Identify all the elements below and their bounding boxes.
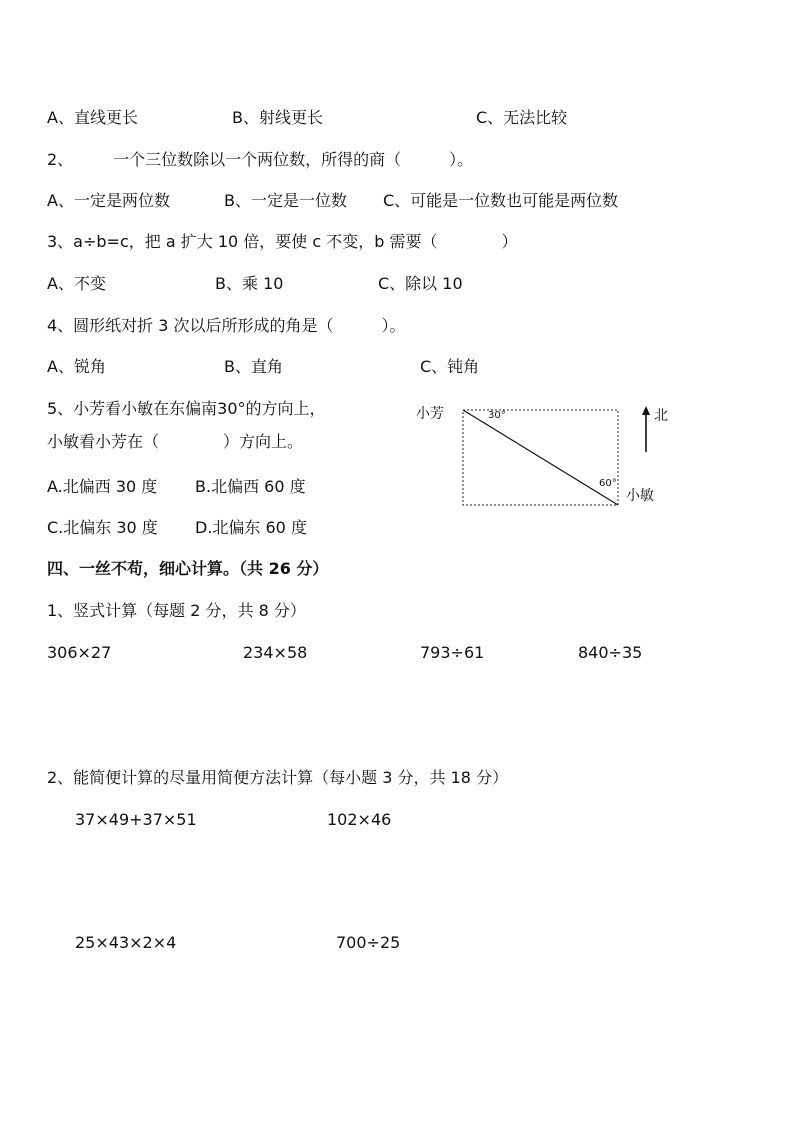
- label-xiaomin: 小敏: [626, 488, 654, 504]
- q1-option-a: A、直线更长: [47, 108, 138, 127]
- q4-option-c: C、钝角: [420, 357, 480, 376]
- q5-question-line1: 5、小芳看小敏在东偏南30°的方向上，: [47, 399, 326, 418]
- label-xiaofang: 小芳: [416, 406, 444, 422]
- q3-question: 3、a÷b=c，把 a 扩大 10 倍，要使 c 不变，b 需要（ ）: [47, 232, 518, 251]
- q5-option-d: D.北偏东 60 度: [195, 518, 307, 537]
- q1-option-c: C、无法比较: [476, 108, 568, 127]
- q4-question: 4、圆形纸对折 3 次以后所形成的角是（ ）。: [47, 316, 406, 335]
- q3-option-a: A、不变: [47, 274, 106, 293]
- calc2-item-3: 25×43×2×4: [75, 933, 177, 952]
- section-4-title: 四、一丝不苟，细心计算。（共 26 分）: [47, 559, 329, 578]
- q5-option-c: C.北偏东 30 度: [47, 518, 158, 537]
- direction-diagram: [410, 396, 690, 516]
- north-arrow-icon: [642, 406, 650, 415]
- calc2-item-1: 37×49+37×51: [75, 810, 197, 829]
- calc2-title: 2、能简便计算的尽量用简便方法计算（每小题 3 分，共 18 分）: [47, 768, 509, 787]
- calc1-item-2: 234×58: [243, 643, 308, 662]
- north-label: 北: [654, 408, 668, 424]
- angle-30-label: 30°: [488, 410, 506, 421]
- q4-option-b: B、直角: [224, 357, 283, 376]
- calc1-title: 1、竖式计算（每题 2 分，共 8 分）: [47, 601, 306, 620]
- calc2-item-4: 700÷25: [336, 933, 401, 952]
- q2-question: 2、 一个三位数除以一个两位数，所得的商（ ）。: [47, 150, 474, 169]
- calc1-item-4: 840÷35: [578, 643, 643, 662]
- calc1-item-3: 793÷61: [420, 643, 485, 662]
- q5-option-a: A.北偏西 30 度: [47, 477, 158, 496]
- q2-option-b: B、一定是一位数: [224, 191, 347, 210]
- calc2-item-2: 102×46: [327, 810, 392, 829]
- q5-question-line2: 小敏看小芳在（ ）方向上。: [47, 432, 304, 451]
- diagonal-line: [463, 410, 618, 505]
- q2-option-c: C、可能是一位数也可能是两位数: [383, 191, 619, 210]
- q2-option-a: A、一定是两位数: [47, 191, 170, 210]
- q4-option-a: A、锐角: [47, 357, 106, 376]
- q5-option-b: B.北偏西 60 度: [195, 477, 306, 496]
- q3-option-b: B、乘 10: [215, 274, 284, 293]
- q3-option-c: C、除以 10: [378, 274, 463, 293]
- calc1-item-1: 306×27: [47, 643, 112, 662]
- angle-60-label: 60°: [599, 478, 617, 489]
- q1-option-b: B、射线更长: [232, 108, 323, 127]
